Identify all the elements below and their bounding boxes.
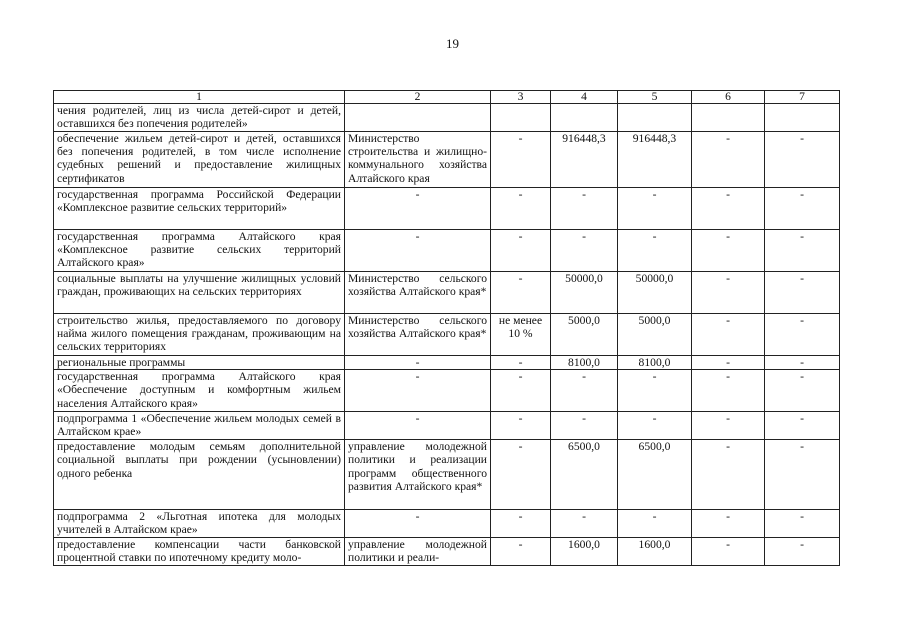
name-cell: государственная программа Алтайского края «Обеспечение доступным и комфортным жильем населения Алтайского края» <box>54 370 345 412</box>
amount-total-cell: - <box>551 412 618 440</box>
header-cell-3: 3 <box>491 91 551 104</box>
name-cell: региональные программы <box>54 356 345 370</box>
table-header <box>54 91 840 104</box>
indicator-cell <box>491 104 551 132</box>
amount-regional-cell: - <box>618 412 692 440</box>
header-cell-1: 1 <box>54 91 345 104</box>
table-row <box>54 370 840 412</box>
amount-regional-cell: 50000,0 <box>618 272 692 314</box>
amount-regional-cell: - <box>618 230 692 272</box>
name-cell: предоставление компенсации части банковской процентной ставки по ипотечному кредиту моло- <box>54 538 345 566</box>
amount-federal-cell <box>692 104 765 132</box>
responsible-cell: - <box>345 356 491 370</box>
amount-other-cell: - <box>765 440 840 510</box>
amount-other-cell: - <box>765 370 840 412</box>
amount-regional-cell: - <box>618 510 692 538</box>
name-cell: подпрограмма 2 «Льготная ипотека для молодых учителей в Алтайском крае» <box>54 510 345 538</box>
responsible-cell: Министерство сельского хозяйства Алтайского края* <box>345 272 491 314</box>
table-row <box>54 356 840 370</box>
table-row <box>54 230 840 272</box>
table-row <box>54 132 840 188</box>
indicator-cell: - <box>491 440 551 510</box>
indicator-cell: - <box>491 132 551 188</box>
responsible-cell: - <box>345 412 491 440</box>
amount-regional-cell: 5000,0 <box>618 314 692 356</box>
amount-federal-cell: - <box>692 538 765 566</box>
table-row <box>54 188 840 230</box>
amount-federal-cell: - <box>692 356 765 370</box>
name-cell: строительство жилья, предоставляемого по договору найма жилого помещения гражданам, проживающим на сельских территориях <box>54 314 345 356</box>
amount-other-cell: - <box>765 412 840 440</box>
amount-other-cell: - <box>765 272 840 314</box>
amount-federal-cell: - <box>692 440 765 510</box>
amount-total-cell: 6500,0 <box>551 440 618 510</box>
amount-regional-cell: 1600,0 <box>618 538 692 566</box>
amount-total-cell: 50000,0 <box>551 272 618 314</box>
amount-other-cell <box>765 104 840 132</box>
amount-total-cell: - <box>551 510 618 538</box>
amount-total-cell: - <box>551 230 618 272</box>
amount-regional-cell: - <box>618 370 692 412</box>
responsible-cell: - <box>345 510 491 538</box>
amount-federal-cell: - <box>692 314 765 356</box>
amount-other-cell: - <box>765 132 840 188</box>
header-cell-7: 7 <box>765 91 840 104</box>
amount-total-cell: - <box>551 188 618 230</box>
amount-total-cell: 1600,0 <box>551 538 618 566</box>
indicator-cell: не менее 10 % <box>491 314 551 356</box>
indicator-cell: - <box>491 370 551 412</box>
amount-other-cell: - <box>765 356 840 370</box>
amount-total-cell: - <box>551 370 618 412</box>
header-cell-5: 5 <box>618 91 692 104</box>
indicator-cell: - <box>491 188 551 230</box>
responsible-cell: - <box>345 188 491 230</box>
amount-total-cell <box>551 104 618 132</box>
amount-other-cell: - <box>765 510 840 538</box>
amount-total-cell: 8100,0 <box>551 356 618 370</box>
header-cell-2: 2 <box>345 91 491 104</box>
table-body <box>54 104 840 566</box>
amount-total-cell: 5000,0 <box>551 314 618 356</box>
name-cell: обеспечение жильем детей-сирот и детей, оставшихся без попечения родителей, в том числе исполнение судебных решений и предоставление жилищных сертификатов <box>54 132 345 188</box>
table-row <box>54 510 840 538</box>
name-cell: государственная программа Алтайского края «Комплексное развитие сельских территорий Алтайского края» <box>54 230 345 272</box>
table-row <box>54 538 840 566</box>
indicator-cell: - <box>491 538 551 566</box>
name-cell: государственная программа Российской Федерации «Комплексное развитие сельских территорий» <box>54 188 345 230</box>
amount-regional-cell: - <box>618 188 692 230</box>
amount-other-cell: - <box>765 230 840 272</box>
amount-federal-cell: - <box>692 132 765 188</box>
responsible-cell: управление молодежной политики и реали- <box>345 538 491 566</box>
name-cell: предоставление молодым семьям дополнительной социальной выплаты при рождении (усыновлении) одного ребенка <box>54 440 345 510</box>
amount-regional-cell: 6500,0 <box>618 440 692 510</box>
header-row <box>54 91 840 104</box>
name-cell: подпрограмма 1 «Обеспечение жильем молодых семей в Алтайском крае» <box>54 412 345 440</box>
amount-federal-cell: - <box>692 412 765 440</box>
name-cell: социальные выплаты на улучшение жилищных условий граждан, проживающих на сельских территориях <box>54 272 345 314</box>
responsible-cell <box>345 104 491 132</box>
table-row <box>54 104 840 132</box>
program-table <box>53 90 840 566</box>
indicator-cell: - <box>491 510 551 538</box>
amount-federal-cell: - <box>692 188 765 230</box>
amount-regional-cell: 916448,3 <box>618 132 692 188</box>
table-row <box>54 412 840 440</box>
name-cell: чения родителей, лиц из числа детей-сирот и детей, оставшихся без попечения родителей» <box>54 104 345 132</box>
page-number: 19 <box>446 36 459 51</box>
responsible-cell: - <box>345 370 491 412</box>
amount-other-cell: - <box>765 188 840 230</box>
amount-federal-cell: - <box>692 272 765 314</box>
amount-federal-cell: - <box>692 370 765 412</box>
amount-total-cell: 916448,3 <box>551 132 618 188</box>
amount-federal-cell: - <box>692 510 765 538</box>
amount-other-cell: - <box>765 314 840 356</box>
indicator-cell: - <box>491 272 551 314</box>
responsible-cell: Министерство строительства и жилищно-коммунального хозяйства Алтайского края <box>345 132 491 188</box>
header-cell-6: 6 <box>692 91 765 104</box>
amount-regional-cell <box>618 104 692 132</box>
amount-federal-cell: - <box>692 230 765 272</box>
responsible-cell: Министерство сельского хозяйства Алтайского края* <box>345 314 491 356</box>
table-row <box>54 440 840 510</box>
header-cell-4: 4 <box>551 91 618 104</box>
table-row <box>54 272 840 314</box>
indicator-cell: - <box>491 412 551 440</box>
responsible-cell: - <box>345 230 491 272</box>
indicator-cell: - <box>491 356 551 370</box>
table-row <box>54 314 840 356</box>
amount-other-cell: - <box>765 538 840 566</box>
responsible-cell: управление молодежной политики и реализации программ общественного развития Алтайского края* <box>345 440 491 510</box>
amount-regional-cell: 8100,0 <box>618 356 692 370</box>
indicator-cell: - <box>491 230 551 272</box>
